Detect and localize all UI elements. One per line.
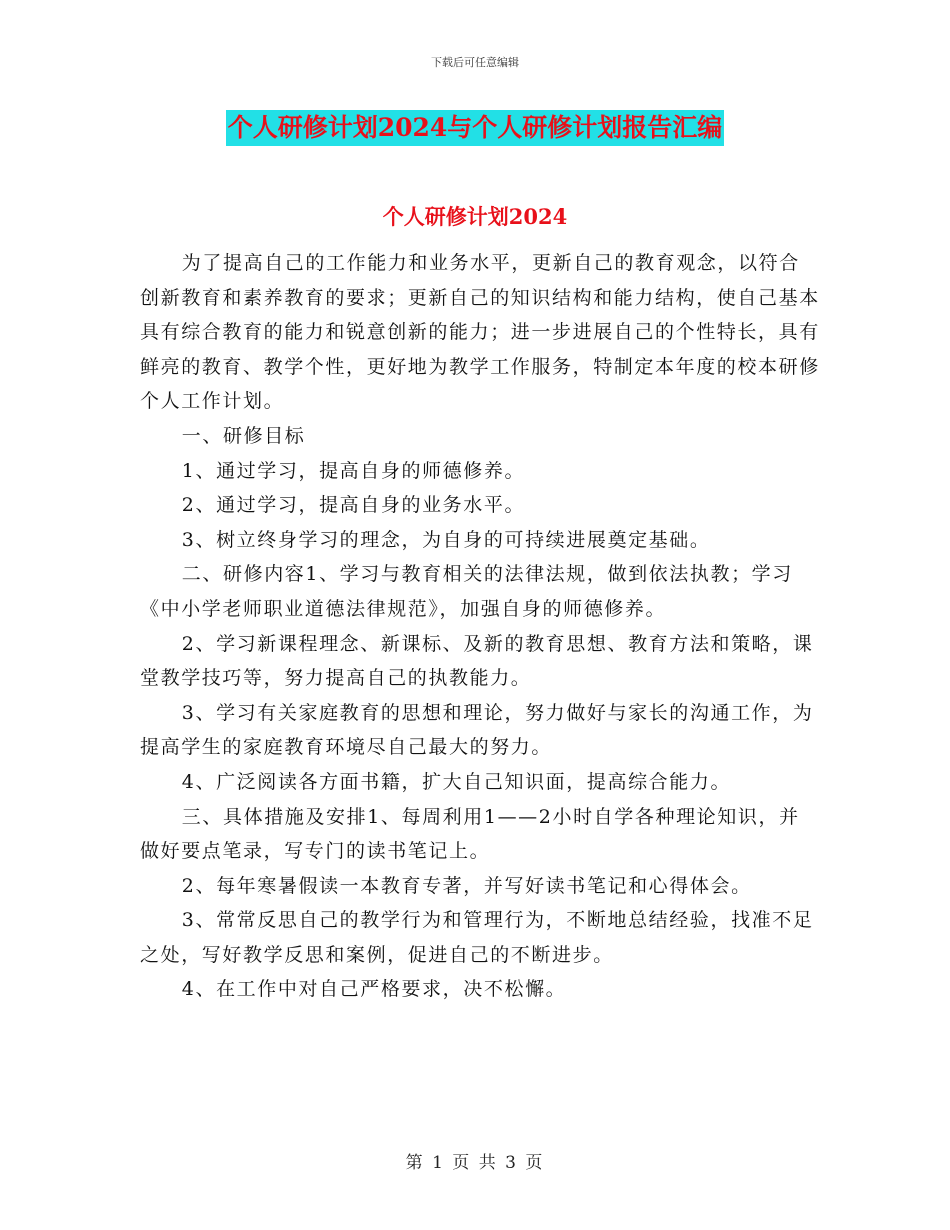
paragraph-measure-1: 三、具体措施及安排1、每周利用1——2小时自学各种理论知识，并做好要点笔录，写专门的读书笔记上。 (140, 805, 800, 863)
paragraph-content-1: 二、研修内容1、学习与教育相关的法律法规，做到依法执教；学习《中小学老师职业道德法律规范》，加强自身的师德修养。 (140, 563, 793, 620)
paragraph-measure-3: 3、常常反思自己的教学行为和管理行为，不断地总结经验，找准不足之处，写好教学反思和案例，促进自己的不断进步。 (140, 909, 814, 966)
paragraph-content-3: 3、学习有关家庭教育的思想和理论，努力做好与家长的沟通工作，为提高学生的家庭教育环境尽自己最大的努力。 (140, 701, 814, 759)
document-body (140, 246, 820, 1007)
paragraph-measure-2: 2、每年寒暑假读一本教育专著，并写好读书笔记和心得体会。 (181, 874, 752, 897)
header-note: 下载后可任意编辑 (431, 56, 519, 69)
paragraph-goal-3: 3、树立终身学习的理念，为自身的可持续进展奠定基础。 (181, 528, 711, 551)
paragraph-goal-1: 1、通过学习，提高自身的师德修养。 (181, 459, 526, 482)
paragraph-content-2: 2、学习新课程理念、新课标、及新的教育思想、教育方法和策略，课堂教学技巧等，努力提高自己的执教能力。 (140, 632, 814, 690)
paragraph-measure-4: 4、在工作中对自己严格要求，决不松懈。 (181, 978, 567, 1001)
paragraph-content-4: 4、广泛阅读各方面书籍，扩大自己知识面，提高综合能力。 (181, 770, 732, 793)
paragraph-intro: 为了提高自己的工作能力和业务水平，更新自己的教育观念，以符合创新教育和素养教育的要求；更新自己的知识结构和能力结构，使自己基本具有综合教育的能力和锐意创新的能力；进一步进展自己的个性特长，具有鲜亮的教育、教学个性，更好地为教学工作服务，特制定本年度的校本研修个人工作计划。 (140, 252, 820, 413)
section-title: 个人研修计划2024 (382, 204, 568, 229)
main-title-container (0, 110, 950, 146)
main-title: 个人研修计划2024与个人研修计划报告汇编 (226, 110, 725, 146)
heading-goals: 一、研修目标 (181, 424, 306, 447)
paragraph-goal-2: 2、通过学习，提高自身的业务水平。 (181, 494, 526, 517)
page-footer: 第 1 页 共 3 页 (405, 1153, 545, 1173)
